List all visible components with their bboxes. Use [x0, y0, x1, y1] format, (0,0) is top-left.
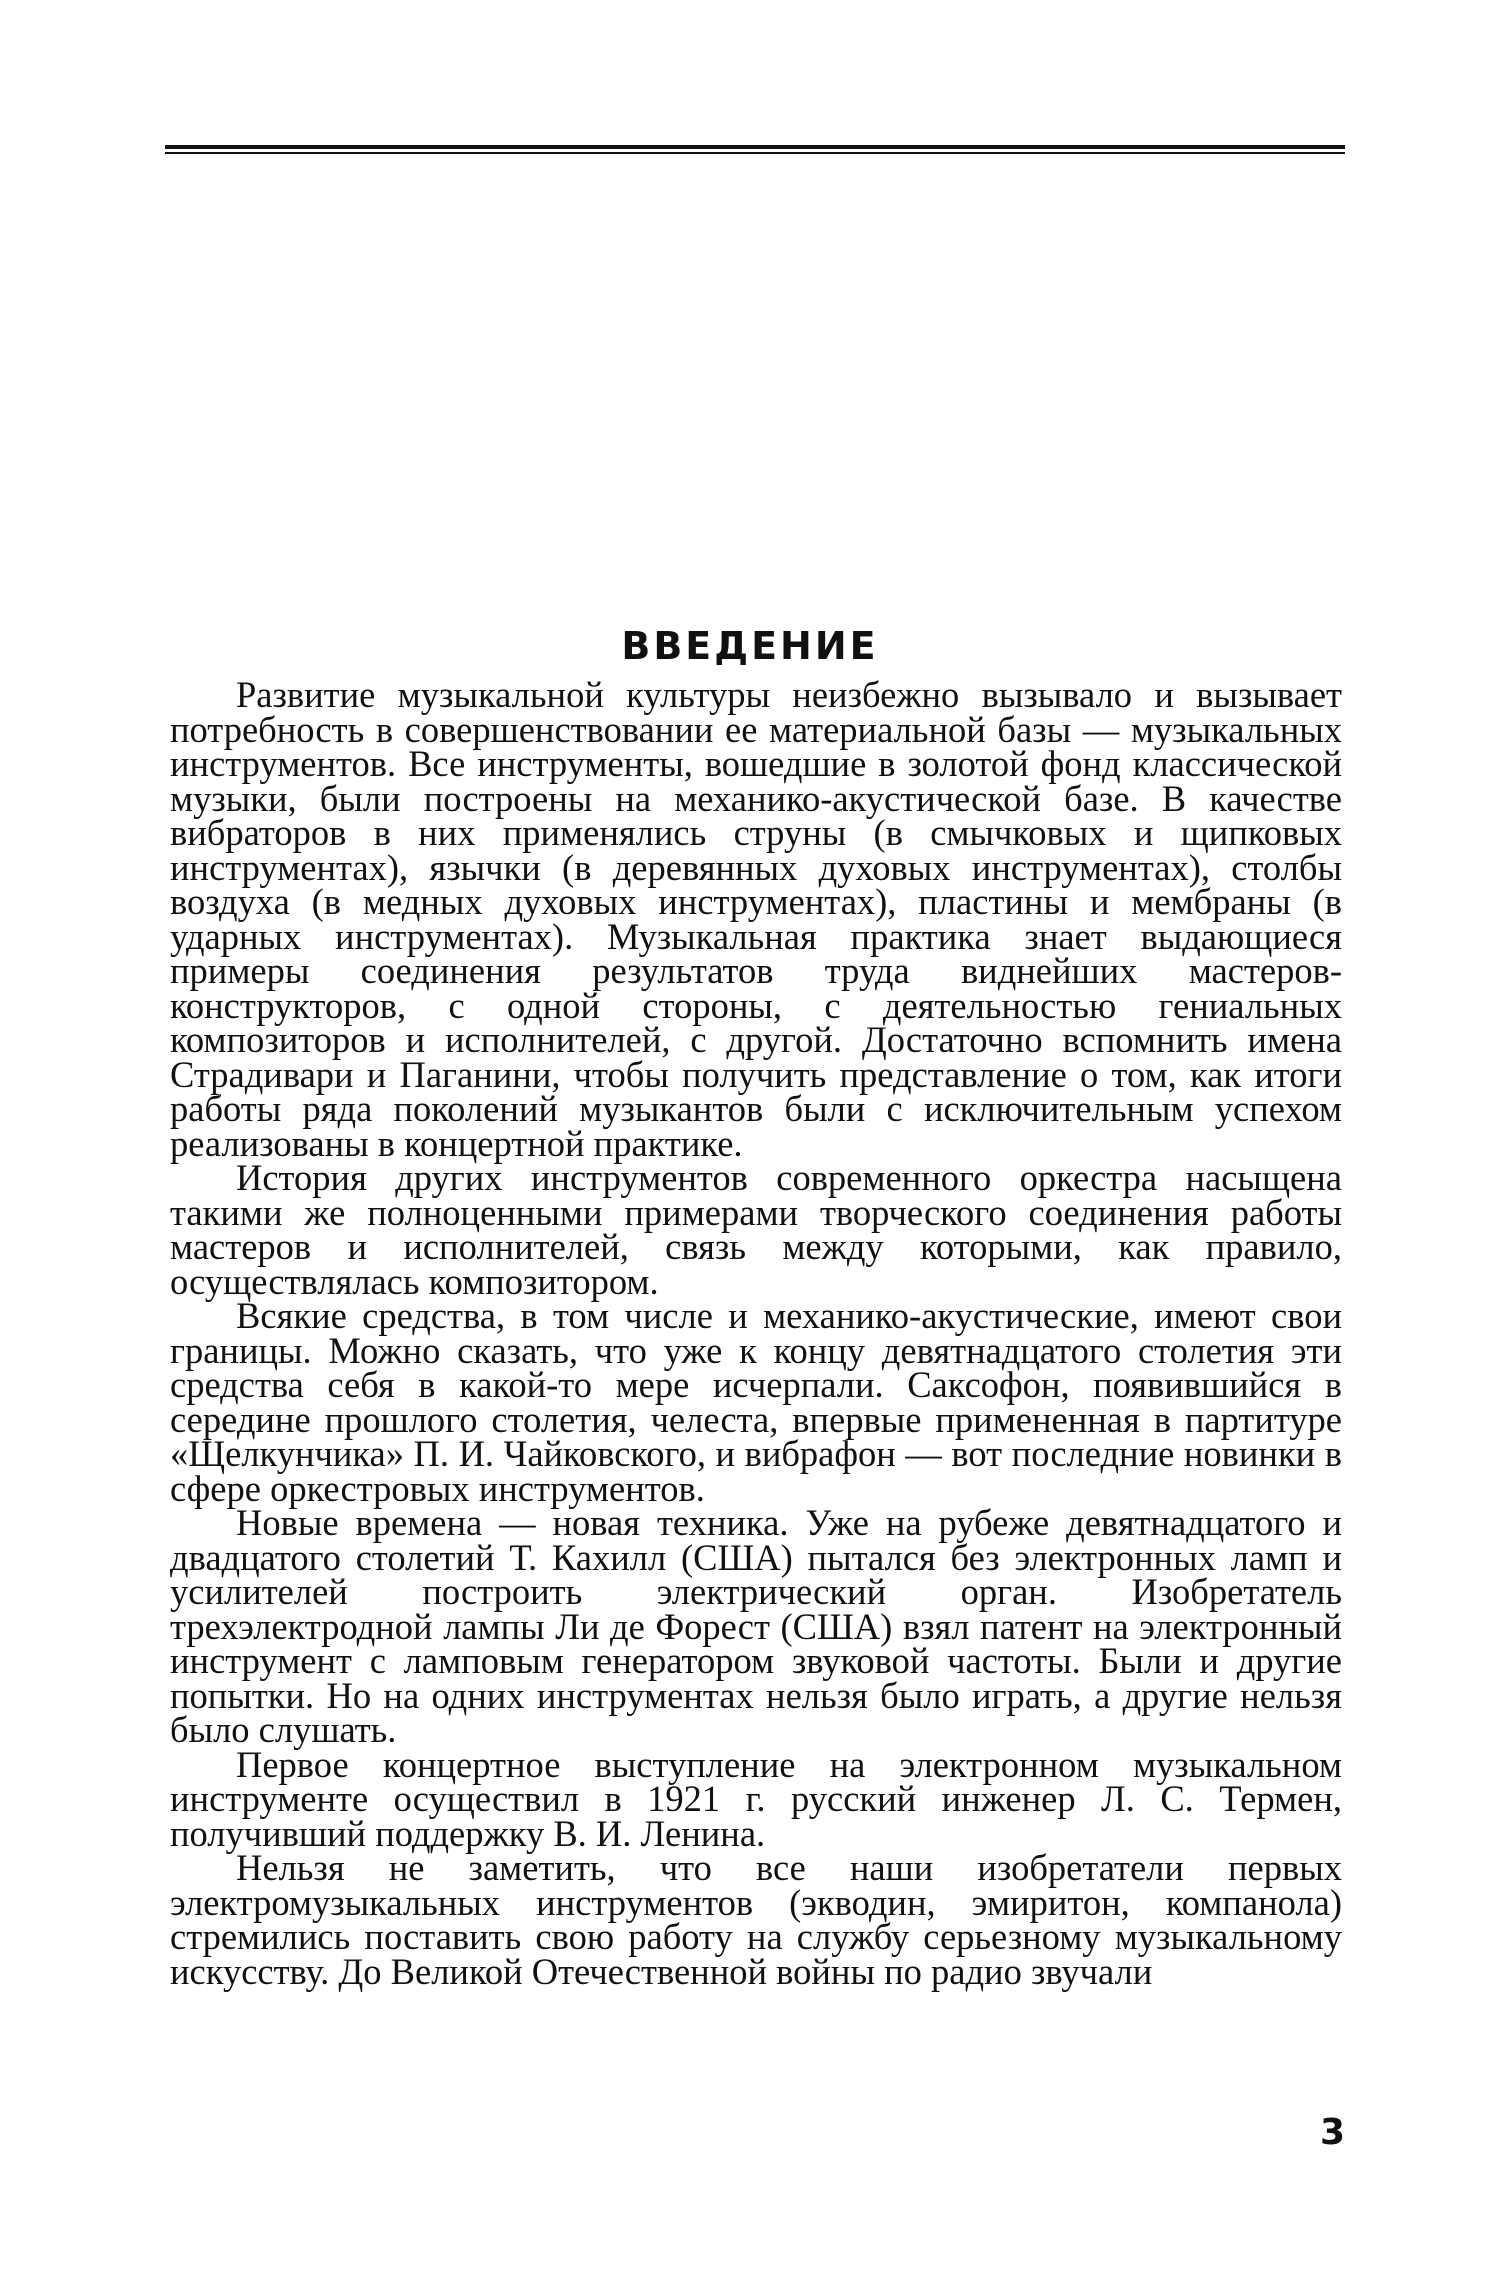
paragraph: Развитие музыкальной культуры неизбежно вызывало и вызывает потребность в совершенствовании ее материальной базы — музыкальных инструментов. Все инструменты, вошедшие в золотой фонд классической музыки, были построены на механико-акустической базе. В качестве вибраторов в них применялись струны (в смычковых и щипковых инструментах), язычки (в деревянных духовых инструментах), столбы воздуха (в медных духовых инструментах), пластины и мембраны (в ударных инструментах). Музыкальная практика знает выдающиеся примеры соединения результатов труда виднейших мастеров-конструкторов, с одной стороны, с деятельностью гениальных композиторов и исполнителей, с другой. Достаточно вспомнить имена Страдивари и Паганини, чтобы получить представление о том, как итоги работы ряда поколений музыкантов были с исключительным успехом реализованы в концертной практике. — [170, 674, 1342, 1164]
paragraph: Новые времена — новая техника. Уже на рубеже девятнадцатого и двадцатого столетий Т. Кахилл (США) пытался без электронных ламп и усилителей построить электрический орган. Изобретатель трехэлектродной лампы Ли де Форест (США) взял патент на электронный инструмент с ламповым генератором звуковой частоты. Были и другие попытки. Но на одних инструментах нельзя было играть, а другие нельзя было слушать. — [170, 1502, 1342, 1750]
paragraph: Первое концертное выступление на электронном музыкальном инструменте осуществил в 1921 г. русский инженер Л. С. Термен, получивший поддержку В. И. Ленина. — [170, 1743, 1342, 1854]
chapter-title: ВВЕДЕНИЕ — [621, 624, 879, 669]
paragraph: История других инструментов современного оркестра насыщена такими же полноценными примерами творческого соединения работы мастеров и исполнителей, связь между которыми, как правило, осуществлялась композитором. — [170, 1157, 1342, 1302]
body-text — [170, 674, 1342, 1992]
paragraph: Нельзя не заметить, что все наши изобретатели первых электромузыкальных инструментов (экводин, эмиритон, компанола) стремились поставить свою работу на службу серьезному музыкальному искусству. До Великой Отечественной войны по радио звучали — [170, 1847, 1342, 1992]
paragraph: Всякие средства, в том числе и механико-акустические, имеют свои границы. Можно сказать, что уже к концу девятнадцатого столетия эти средства себя в какой-то мере исчерпали. Саксофон, появившийся в середине прошлого столетия, челеста, впервые примененная в партитуре «Щелкунчика» П. И. Чайковского, и вибрафон — вот последние новинки в сфере оркестровых инструментов. — [170, 1295, 1342, 1509]
page-number: 3 — [1319, 2112, 1345, 2153]
top-rule-secondary — [165, 152, 1345, 154]
top-rule — [165, 145, 1345, 149]
